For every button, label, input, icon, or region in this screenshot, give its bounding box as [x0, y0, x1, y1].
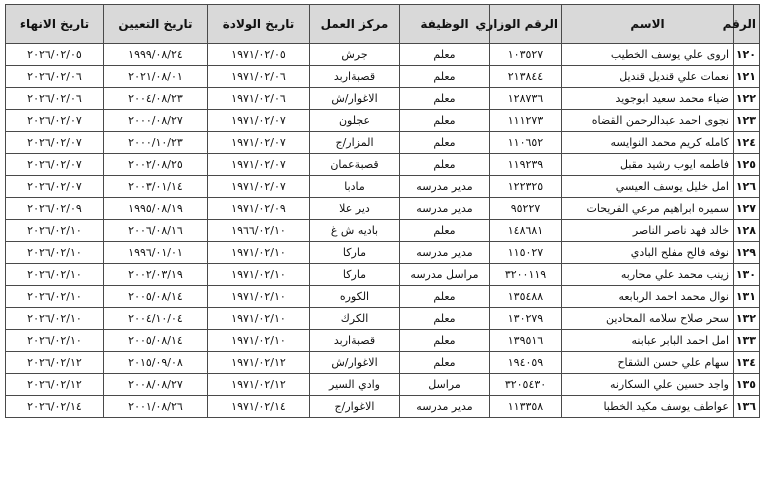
cell-work-center: قصبةعمان	[310, 154, 400, 176]
cell-work-center: الاغوار/ش	[310, 352, 400, 374]
cell-job: معلم	[400, 220, 490, 242]
cell-work-center: الاغوار/ش	[310, 88, 400, 110]
cell-end-date: ٢٠٢٦/٠٢/١٤	[6, 396, 104, 418]
cell-ministry-number: ١٢٢٣٢٥	[490, 176, 562, 198]
cell-work-center: الكوره	[310, 286, 400, 308]
cell-job: معلم	[400, 154, 490, 176]
cell-birth-date: ١٩٧١/٠٢/٠٩	[208, 198, 310, 220]
employees-table-container	[5, 4, 759, 494]
cell-name: فاطمه ايوب رشيد مقبل	[562, 154, 734, 176]
cell-job: معلم	[400, 352, 490, 374]
cell-name: ضياء محمد سعيد ابوجويد	[562, 88, 734, 110]
table-row	[6, 44, 760, 66]
cell-end-date: ٢٠٢٦/٠٢/١٠	[6, 308, 104, 330]
cell-appointment-date: ٢٠٠٢/٠٣/١٩	[104, 264, 208, 286]
cell-appointment-date: ٢٠٠٨/٠٨/٢٧	[104, 374, 208, 396]
cell-ministry-number: ٢١٣٨٤٤	[490, 66, 562, 88]
table-row	[6, 176, 760, 198]
table-row	[6, 88, 760, 110]
cell-job: معلم	[400, 132, 490, 154]
cell-birth-date: ١٩٧١/٠٢/١٠	[208, 264, 310, 286]
cell-number: ١٢٩	[734, 242, 760, 264]
cell-birth-date: ١٩٧١/٠٢/١٠	[208, 242, 310, 264]
cell-number: ١٢١	[734, 66, 760, 88]
table-row	[6, 66, 760, 88]
cell-work-center: ماركا	[310, 264, 400, 286]
cell-appointment-date: ٢٠٢١/٠٨/٠١	[104, 66, 208, 88]
cell-birth-date: ١٩٧١/٠٢/٠٧	[208, 176, 310, 198]
cell-birth-date: ١٩٧١/٠٢/١٠	[208, 286, 310, 308]
cell-name: اروى علي يوسف الخطيب	[562, 44, 734, 66]
cell-name: نجوى احمد عبدالرحمن القضاه	[562, 110, 734, 132]
cell-ministry-number: ١٣٩٥١٦	[490, 330, 562, 352]
cell-job: مدير مدرسه	[400, 176, 490, 198]
cell-job: مراسل مدرسه	[400, 264, 490, 286]
cell-birth-date: ١٩٧١/٠٢/١٠	[208, 308, 310, 330]
cell-end-date: ٢٠٢٦/٠٢/١٢	[6, 352, 104, 374]
cell-end-date: ٢٠٢٦/٠٢/٠٦	[6, 66, 104, 88]
cell-work-center: دير علا	[310, 198, 400, 220]
cell-appointment-date: ٢٠٠٠/١٠/٢٣	[104, 132, 208, 154]
table-header	[6, 5, 760, 44]
cell-work-center: قصبةاربد	[310, 66, 400, 88]
cell-end-date: ٢٠٢٦/٠٢/١٠	[6, 330, 104, 352]
cell-appointment-date: ٢٠٠٥/٠٨/١٤	[104, 330, 208, 352]
cell-number: ١٣٥	[734, 374, 760, 396]
cell-job: معلم	[400, 88, 490, 110]
cell-appointment-date: ٢٠٠٣/٠١/١٤	[104, 176, 208, 198]
cell-job: معلم	[400, 44, 490, 66]
table-row	[6, 110, 760, 132]
cell-work-center: ماركا	[310, 242, 400, 264]
cell-number: ١٣٦	[734, 396, 760, 418]
cell-name: امل خليل يوسف العيسي	[562, 176, 734, 198]
cell-name: نوال محمد احمد الربابعه	[562, 286, 734, 308]
cell-number: ١٢٠	[734, 44, 760, 66]
cell-appointment-date: ٢٠٠٢/٠٨/٢٥	[104, 154, 208, 176]
cell-ministry-number: ١٩٤٠٥٩	[490, 352, 562, 374]
cell-appointment-date: ٢٠٠٤/٠٨/٢٣	[104, 88, 208, 110]
cell-ministry-number: ١٢٨٧٣٦	[490, 88, 562, 110]
header-birth-date: تاريخ الولادة	[208, 5, 310, 44]
header-number: الرقم	[734, 5, 760, 44]
cell-name: زينب محمد علي محاربه	[562, 264, 734, 286]
cell-number: ١٢٧	[734, 198, 760, 220]
cell-name: عواطف يوسف مكيد الخطبا	[562, 396, 734, 418]
cell-birth-date: ١٩٧١/٠٢/٠٦	[208, 66, 310, 88]
cell-end-date: ٢٠٢٦/٠٢/٠٧	[6, 132, 104, 154]
cell-name: واجد حسين علي السكارنه	[562, 374, 734, 396]
cell-job: معلم	[400, 286, 490, 308]
table-row	[6, 308, 760, 330]
cell-name: نعمات علي قنديل قنديل	[562, 66, 734, 88]
header-name: الاسم	[562, 5, 734, 44]
cell-birth-date: ١٩٦٦/٠٢/١٠	[208, 220, 310, 242]
cell-birth-date: ١٩٧١/٠٢/٠٥	[208, 44, 310, 66]
table-row	[6, 220, 760, 242]
cell-work-center: باديه ش غ	[310, 220, 400, 242]
cell-job: مدير مدرسه	[400, 198, 490, 220]
header-end-date: تاريخ الانهاء	[6, 5, 104, 44]
cell-end-date: ٢٠٢٦/٠٢/٠٧	[6, 176, 104, 198]
table-row	[6, 154, 760, 176]
table-row	[6, 242, 760, 264]
cell-number: ١٢٨	[734, 220, 760, 242]
cell-birth-date: ١٩٧١/٠٢/٠٧	[208, 132, 310, 154]
cell-work-center: الاغوار/ج	[310, 396, 400, 418]
cell-job: معلم	[400, 66, 490, 88]
cell-birth-date: ١٩٧١/٠٢/١٤	[208, 396, 310, 418]
table-body	[6, 44, 760, 418]
cell-ministry-number: ١٠٣٥٢٧	[490, 44, 562, 66]
cell-end-date: ٢٠٢٦/٠٢/٠٦	[6, 88, 104, 110]
cell-end-date: ٢٠٢٦/٠٢/٠٩	[6, 198, 104, 220]
header-appointment-date: تاريخ التعيين	[104, 5, 208, 44]
cell-appointment-date: ١٩٩٩/٠٨/٢٤	[104, 44, 208, 66]
cell-ministry-number: ١١٣٣٥٨	[490, 396, 562, 418]
cell-ministry-number: ١١٩٢٣٩	[490, 154, 562, 176]
cell-work-center: الكرك	[310, 308, 400, 330]
cell-job: مدير مدرسه	[400, 396, 490, 418]
cell-ministry-number: ٣٢٠٠١١٩	[490, 264, 562, 286]
table-row	[6, 264, 760, 286]
cell-name: خالد فهد ناصر الناصر	[562, 220, 734, 242]
cell-end-date: ٢٠٢٦/٠٢/١٠	[6, 242, 104, 264]
table-row	[6, 374, 760, 396]
cell-ministry-number: ١٤٨٦٨١	[490, 220, 562, 242]
cell-number: ١٣٠	[734, 264, 760, 286]
cell-job: معلم	[400, 308, 490, 330]
cell-appointment-date: ٢٠٠٤/١٠/٠٤	[104, 308, 208, 330]
table-row	[6, 198, 760, 220]
cell-birth-date: ١٩٧١/٠٢/٠٦	[208, 88, 310, 110]
cell-end-date: ٢٠٢٦/٠٢/٠٧	[6, 154, 104, 176]
cell-name: سميره ابراهيم مرعي الفريحات	[562, 198, 734, 220]
cell-ministry-number: ٣٢٠٥٤٣٠	[490, 374, 562, 396]
cell-birth-date: ١٩٧١/٠٢/١٢	[208, 374, 310, 396]
cell-number: ١٢٣	[734, 110, 760, 132]
table-row	[6, 396, 760, 418]
cell-number: ١٣٢	[734, 308, 760, 330]
cell-appointment-date: ٢٠٠٠/٠٨/٢٧	[104, 110, 208, 132]
table-row	[6, 352, 760, 374]
header-ministry-number: الرقم الوزاري	[490, 5, 562, 44]
cell-job: مراسل	[400, 374, 490, 396]
cell-appointment-date: ٢٠٠١/٠٨/٢٦	[104, 396, 208, 418]
cell-end-date: ٢٠٢٦/٠٢/١٠	[6, 220, 104, 242]
cell-appointment-date: ٢٠٠٦/٠٨/١٦	[104, 220, 208, 242]
cell-work-center: مادبا	[310, 176, 400, 198]
cell-ministry-number: ١١١٢٧٣	[490, 110, 562, 132]
header-job: الوظيفة	[400, 5, 490, 44]
cell-number: ١٢٢	[734, 88, 760, 110]
cell-appointment-date: ٢٠٠٥/٠٨/١٤	[104, 286, 208, 308]
cell-appointment-date: ١٩٩٥/٠٨/١٩	[104, 198, 208, 220]
cell-end-date: ٢٠٢٦/٠٢/٠٥	[6, 44, 104, 66]
cell-name: سهام علي حسن الشقاح	[562, 352, 734, 374]
cell-work-center: وادي السير	[310, 374, 400, 396]
cell-work-center: المزار/ج	[310, 132, 400, 154]
cell-ministry-number: ١٣٠٢٧٩	[490, 308, 562, 330]
cell-job: معلم	[400, 110, 490, 132]
cell-number: ١٣١	[734, 286, 760, 308]
cell-work-center: جرش	[310, 44, 400, 66]
cell-number: ١٣٤	[734, 352, 760, 374]
cell-name: نوفه فالح مفلح البادي	[562, 242, 734, 264]
cell-ministry-number: ١٣٥٤٨٨	[490, 286, 562, 308]
cell-birth-date: ١٩٧١/٠٢/٠٧	[208, 110, 310, 132]
cell-name: كامله كريم محمد النوايسه	[562, 132, 734, 154]
cell-work-center: عجلون	[310, 110, 400, 132]
cell-appointment-date: ١٩٩٦/٠١/٠١	[104, 242, 208, 264]
cell-job: معلم	[400, 330, 490, 352]
cell-birth-date: ١٩٧١/٠٢/١٢	[208, 352, 310, 374]
table-row	[6, 132, 760, 154]
cell-name: امل احمد البابر عبابنه	[562, 330, 734, 352]
cell-number: ١٢٥	[734, 154, 760, 176]
cell-number: ١٢٤	[734, 132, 760, 154]
cell-appointment-date: ٢٠١٥/٠٩/٠٨	[104, 352, 208, 374]
cell-birth-date: ١٩٧١/٠٢/٠٧	[208, 154, 310, 176]
cell-ministry-number: ١١٠٦٥٢	[490, 132, 562, 154]
header-work-center: مركز العمل	[310, 5, 400, 44]
cell-ministry-number: ٩٥٢٢٧	[490, 198, 562, 220]
cell-job: مدير مدرسه	[400, 242, 490, 264]
cell-name: سحر صلاح سلامه المحادين	[562, 308, 734, 330]
cell-end-date: ٢٠٢٦/٠٢/١٠	[6, 264, 104, 286]
table-row	[6, 286, 760, 308]
cell-number: ١٣٣	[734, 330, 760, 352]
header-row	[6, 5, 760, 44]
employees-table	[5, 4, 760, 418]
table-row	[6, 330, 760, 352]
cell-end-date: ٢٠٢٦/٠٢/١٠	[6, 286, 104, 308]
cell-number: ١٢٦	[734, 176, 760, 198]
cell-birth-date: ١٩٧١/٠٢/١٠	[208, 330, 310, 352]
cell-ministry-number: ١١٥٠٢٧	[490, 242, 562, 264]
cell-end-date: ٢٠٢٦/٠٢/١٢	[6, 374, 104, 396]
cell-work-center: قصبةاربد	[310, 330, 400, 352]
cell-end-date: ٢٠٢٦/٠٢/٠٧	[6, 110, 104, 132]
